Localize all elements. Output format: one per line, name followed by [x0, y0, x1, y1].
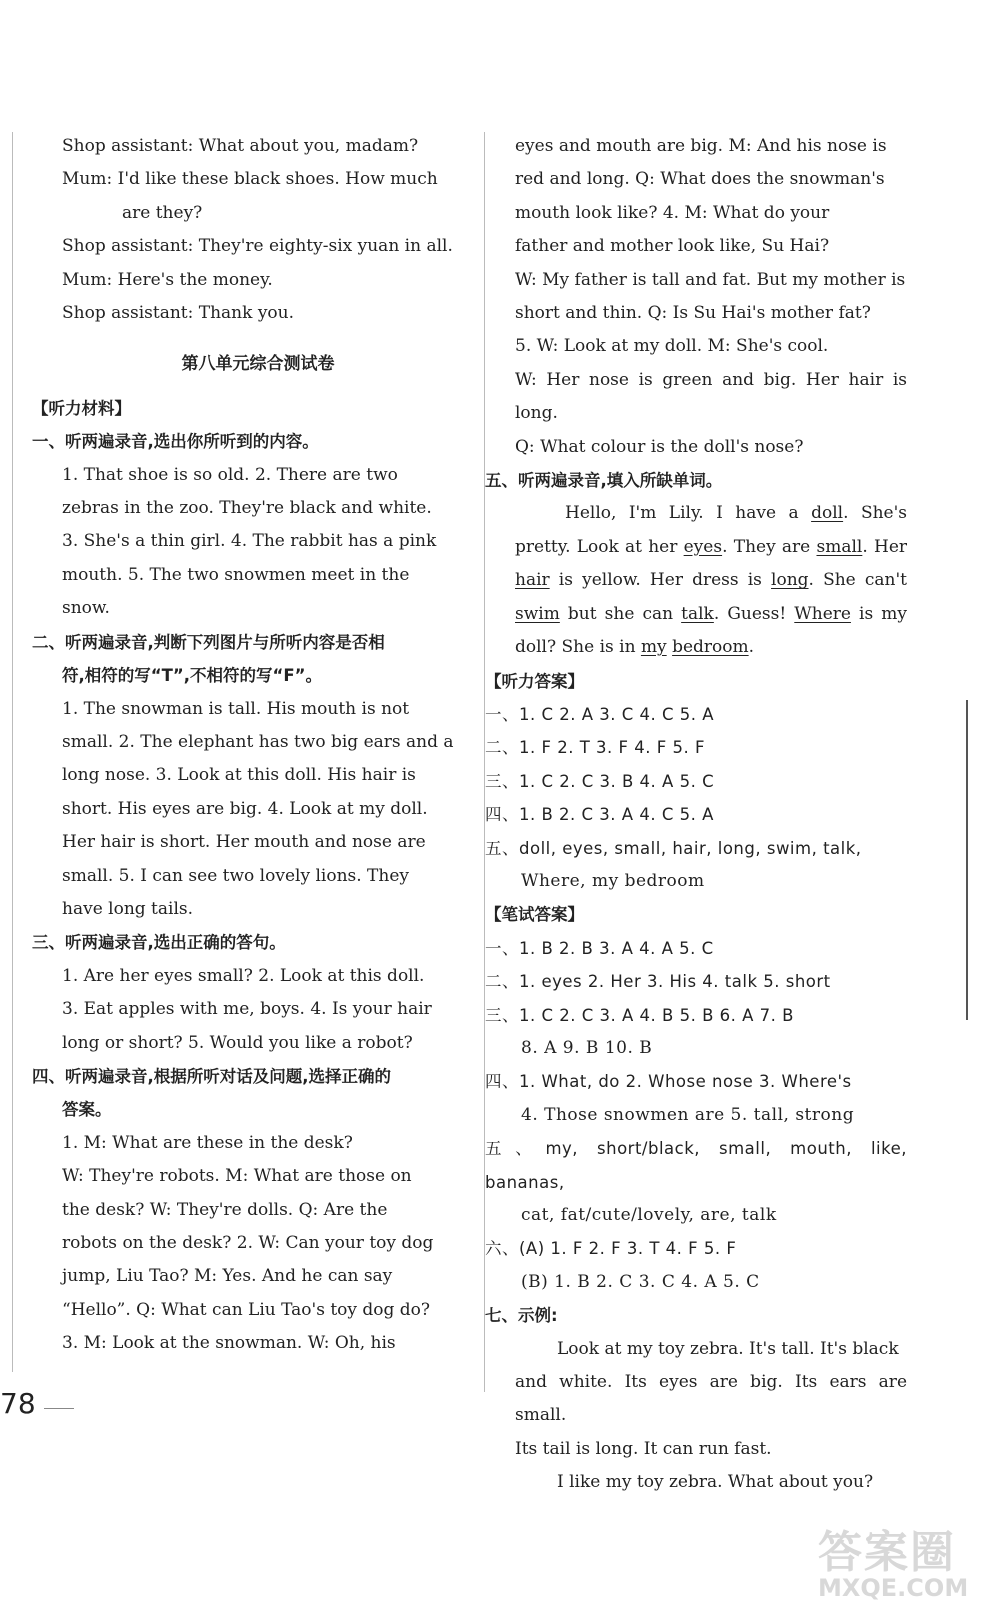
dialogue-line: Mum: Here's the money.: [62, 269, 273, 290]
s4-cont-line: 5. W: Look at my doll. M: She's cool.: [515, 336, 829, 357]
blank-word: long: [771, 570, 809, 591]
s2-line: long nose. 3. Look at this doll. His hair is: [62, 765, 416, 786]
s1-line: mouth. 5. The two snowmen meet in the: [62, 564, 410, 585]
written-answer-line: 三、1. C 2. C 3. A 4. B 5. B 6. A 7. B: [485, 1005, 794, 1025]
blank-word: small: [816, 536, 863, 557]
s4-cont-line: mouth look like? 4. M: What do your: [515, 202, 830, 223]
listening-answer-line: 三、1. C 2. C 3. B 4. A 5. C: [485, 771, 715, 791]
blank-word: talk: [681, 603, 714, 624]
listening-answers-label: 【听力答案】: [485, 671, 584, 691]
example-line: I like my toy zebra. What about you?: [557, 1472, 874, 1493]
left-column: [32, 130, 454, 1361]
section-3-title: 三、听两遍录音,选出正确的答句。: [32, 933, 286, 953]
written-answer-line: 五、my, short/black, small, mouth, like, bananas,: [485, 1139, 907, 1192]
dialogue-line: are they?: [122, 202, 203, 223]
section-1-title: 一、听两遍录音,选出你所听到的内容。: [32, 432, 319, 452]
right-edge-line: [966, 700, 968, 1020]
watermark-url: MXQE.COM: [818, 1574, 969, 1602]
s4-cont-line: W: Her nose is green and big. Her hair is long.: [515, 369, 907, 424]
dialogue-line: Mum: I'd like these black shoes. How much: [62, 169, 438, 190]
s1-line: zebras in the zoo. They're black and white.: [62, 498, 432, 519]
listening-answer-line: 四、1. B 2. C 3. A 4. C 5. A: [485, 805, 714, 825]
s1-line: snow.: [62, 598, 110, 619]
s2-line: Her hair is short. Her mouth and nose are: [62, 832, 426, 853]
s3-line: 3. Eat apples with me, boys. 4. Is your hair: [62, 999, 432, 1020]
example-line: Its tail is long. It can run fast.: [515, 1438, 772, 1459]
blank-word: bedroom: [672, 637, 749, 658]
written-answer-line: 四、1. What, do 2. Whose nose 3. Where's: [485, 1072, 852, 1092]
s3-line: 1. Are her eyes small? 2. Look at this doll.: [62, 965, 425, 986]
s4-cont-line: eyes and mouth are big. M: And his nose is: [515, 136, 887, 156]
s4-cont-line: W: My father is tall and fat. But my mother is: [515, 269, 906, 290]
written-answer-line: 二、1. eyes 2. Her 3. His 4. talk 5. short: [485, 972, 831, 992]
watermark: [818, 1516, 968, 1602]
s4-cont-line: Q: What colour is the doll's nose?: [515, 436, 804, 457]
s2-line: have long tails.: [62, 898, 194, 919]
listening-material-label: 【听力材料】: [32, 398, 131, 418]
written-answer-line: cat, fat/cute/lovely, are, talk: [521, 1205, 777, 1225]
written-answer-line: 一、1. B 2. B 3. A 4. A 5. C: [485, 938, 714, 958]
example-line: and white. Its eyes are big. Its ears are small.: [515, 1372, 907, 1426]
right-column: [485, 130, 908, 1500]
listening-answer-line: 一、1. C 2. A 3. C 4. C 5. A: [485, 704, 715, 724]
blank-word: hair: [515, 570, 550, 591]
s4-cont-line: short and thin. Q: Is Su Hai's mother fat?: [515, 303, 871, 324]
written-answer-line: (B) 1. B 2. C 3. C 4. A 5. C: [521, 1271, 760, 1292]
s1-line: 3. She's a thin girl. 4. The rabbit has a pink: [62, 531, 437, 552]
blank-word: Where: [794, 603, 851, 624]
blank-word: eyes: [683, 536, 723, 557]
example-line: Look at my toy zebra. It's tall. It's black: [557, 1338, 899, 1359]
unit-title: 第八单元综合测试卷: [181, 354, 335, 375]
page-number: 78: [0, 1387, 36, 1420]
s4-line: “Hello”. Q: What can Liu Tao's toy dog do?: [62, 1299, 431, 1320]
s4-line: robots on the desk? 2. W: Can your toy dog: [62, 1233, 434, 1253]
section-4-title-cont: 答案。: [62, 1100, 112, 1120]
s1-line: 1. That shoe is so old. 2. There are two: [62, 464, 398, 485]
s2-line: small. 2. The elephant has two big ears and a: [62, 731, 454, 752]
written-answer-line: 8. A 9. B 10. B: [521, 1037, 653, 1058]
s4-cont-line: father and mother look like, Su Hai?: [515, 236, 830, 257]
dialogue-line: Shop assistant: They're eighty-six yuan in all.: [62, 236, 453, 257]
section-2-title-cont: 符,相符的写“T”,不相符的写“F”。: [62, 666, 322, 686]
s4-line: 3. M: Look at the snowman. W: Oh, his: [62, 1333, 396, 1354]
s5-passage: Hello, I'm Lily. I have a doll. She's pretty. Look at her eyes. They are small. Her hair is yellow. Her dress is long. She can't swim but she can talk. Guess! Where is my doll? She is in my bedroom.: [515, 503, 908, 658]
written-answer-line: 六、(A) 1. F 2. F 3. T 4. F 5. F: [485, 1239, 737, 1259]
s4-line: W: They're robots. M: What are those on: [62, 1166, 412, 1187]
listening-answer-line: 五、doll, eyes, small, hair, long, swim, talk,: [485, 838, 862, 858]
s3-line: long or short? 5. Would you like a robot?: [62, 1032, 413, 1053]
section-5-title: 五、听两遍录音,填入所缺单词。: [485, 471, 723, 491]
s2-line: 1. The snowman is tall. His mouth is not: [62, 698, 410, 719]
left-margin-line: [12, 132, 13, 1372]
s4-line: 1. M: What are these in the desk?: [62, 1132, 353, 1153]
written-answers-label: 【笔试答案】: [485, 905, 584, 925]
written-answer-line: 4. Those snowmen are 5. tall, strong: [521, 1104, 855, 1125]
dialogue-line: Shop assistant: What about you, madam?: [62, 136, 419, 156]
page-number-rule: [44, 1408, 74, 1409]
s2-line: small. 5. I can see two lovely lions. They: [62, 865, 410, 886]
listening-answer-line: Where, my bedroom: [521, 870, 705, 891]
blank-word: swim: [515, 603, 560, 624]
dialogue-line: Shop assistant: Thank you.: [62, 303, 295, 324]
s4-line: jump, Liu Tao? M: Yes. And he can say: [62, 1266, 393, 1287]
s4-cont-line: red and long. Q: What does the snowman's: [515, 169, 885, 190]
watermark-logo-text: 答案圈: [818, 1527, 956, 1578]
s2-line: short. His eyes are big. 4. Look at my doll.: [62, 798, 428, 819]
blank-word: my: [640, 637, 667, 658]
listening-answer-line: 二、1. F 2. T 3. F 4. F 5. F: [485, 738, 705, 758]
section-2-title: 二、听两遍录音,判断下列图片与所听内容是否相: [32, 632, 385, 652]
written-answer-line: 七、示例:: [485, 1306, 558, 1326]
section-4-title: 四、听两遍录音,根据所听对话及问题,选择正确的: [32, 1066, 392, 1086]
s4-line: the desk? W: They're dolls. Q: Are the: [62, 1199, 388, 1220]
blank-word: doll: [811, 503, 844, 524]
